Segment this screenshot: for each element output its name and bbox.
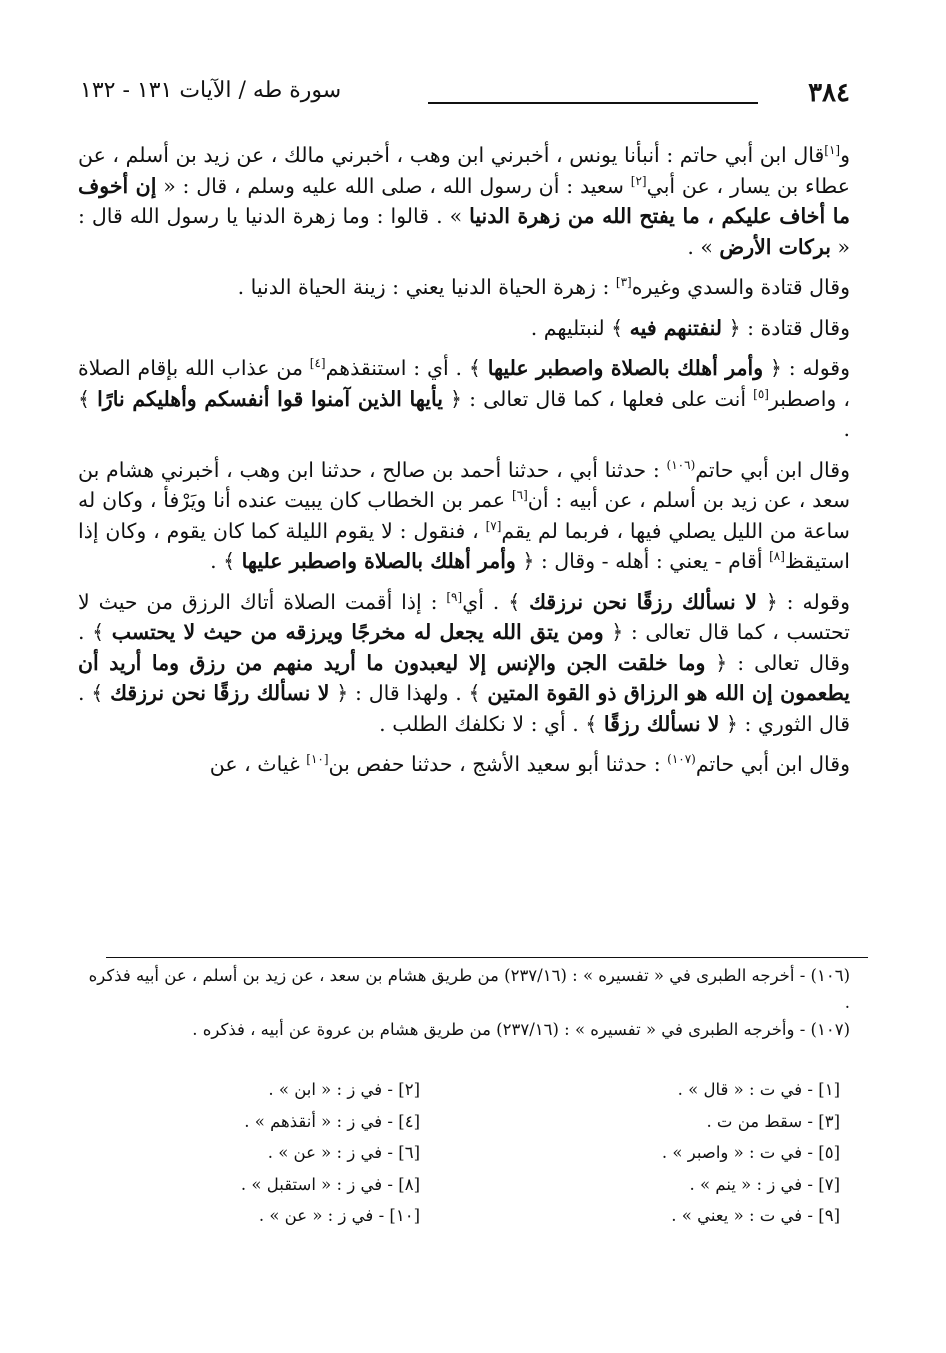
footnote-marker: [٦] <box>511 488 528 503</box>
quran-verse: لا نسألك رزقًا نحن نرزقك <box>110 681 330 705</box>
variant-note: [١٠] - في ز : « عن » . <box>258 1206 420 1225</box>
paragraph-3: وقال قتادة : ﴿ لنفتنهم فيه ﴾ لنبتليهم . <box>530 315 850 340</box>
hadith-text: بركات الأرض <box>719 234 831 259</box>
paragraph-1: و[١]قال ابن أبي حاتم : أنبأنا يونس ، أخبرني ابن وهب ، أخبرني مالك ، عن زيد بن أسلم ، عن عطاء بن يسار ، عن أبي[٢] سعيد : أن رسول الله ، صلى الله عليه وسلم ، قال : « إن أخوف ما أخاف عليكم ، ما يفتح الله من زهرة الدنيا » . قالوا : وما زهرة الدنيا يا رسول الله قال : « بركات الأرض » . <box>78 143 850 259</box>
hadith-text: إن أخوف ما أخاف عليكم ، ما يفتح الله من زهرة الدنيا <box>78 173 850 228</box>
paragraph-4: وقوله : ﴿ وأمر أهلك بالصلاة واصطبر عليها ﴾ . أي : استنقذهم[٤] من عذاب الله بإقام الصلاة ، واصطبر[٥] أنت على فعلها ، كما قال تعالى : ﴿ يأيها الذين آمنوا قوا أنفسكم وأهليكم نارًا ﴾ . <box>78 356 851 441</box>
variant-note: [٣] - سقط من ت . <box>706 1111 840 1131</box>
quran-verse: ومن يتق الله يجعل له مخرجًا ويرزقه من حيث لا يحتسب <box>111 620 604 644</box>
variant-column-left <box>40 1074 420 1232</box>
variant-note: [٢] - في ز : « ابن » . <box>268 1080 420 1099</box>
variant-column-right <box>460 1074 840 1232</box>
paragraph-7: وقال ابن أبي حاتم$^{(١٠٧)}$ : حدثنا أبو سعيد الأشج ، حدثنا حفص بن[١٠] غياث ، عن <box>209 752 850 776</box>
variant-note: [٨] - في ز : « استقبل » . <box>240 1174 420 1194</box>
quran-verse: لا نسألك رزقًا نحن نرزقك <box>529 589 757 614</box>
footnote-marker: [٤] <box>309 356 326 371</box>
footnote-marker: [٧] <box>485 518 502 533</box>
footnote-marker: [١٠] <box>306 752 329 767</box>
running-title: سورة طه / الآيات ١٣١ - ١٣٢ <box>80 78 342 103</box>
page-header <box>80 78 850 118</box>
variant-note: [١] - في ت : « قال » . <box>677 1080 840 1099</box>
reference-marker: (١٠٧) <box>667 752 696 767</box>
variant-note: [٩] - في ت : « يعني » . <box>671 1206 840 1225</box>
paragraph-6: وقوله : ﴿ لا نسألك رزقًا نحن نرزقك ﴾ . أي[٩] : إذا أقمت الصلاة أتاك الرزق من حيث لا تحتسب ، كما قال تعالى : ﴿ ومن يتق الله يجعل له مخرجًا ويرزقه من حيث لا يحتسب ﴾ . وقال تعالى : ﴿ وما خلقت الجن والإنس إلا ليعبدون ما أريد منهم من رزق وما أريد أن يطعمون إن الله هو الرزاق ذو القوة المتين ﴾ . ولهذا قال : ﴿ لا نسألك رزقًا نحن نرزقك ﴾ . قال الثوري : ﴿ لا نسألك رزقًا ﴾ . أي : لا نكلفك الطلب . <box>78 589 851 736</box>
quran-verse: لنفتنهم فيه <box>629 315 723 340</box>
footnote-marker: [٢] <box>630 173 647 188</box>
footnote-marker: [٣] <box>615 275 632 290</box>
page-number: ٣٨٤ <box>808 78 850 108</box>
variant-note: [٦] - في ز : « عن » . <box>267 1143 420 1162</box>
footnote-marker: [١] <box>824 143 841 158</box>
variant-note: [٤] - في ز : « أنقذهم » . <box>244 1111 420 1131</box>
variant-note: [٧] - في ز : « ينم » . <box>689 1174 840 1194</box>
footnotes <box>80 962 850 1043</box>
footnote-rule <box>106 957 868 958</box>
paragraph-5: وقال ابن أبي حاتم$^{(١٠٦)}$ : حدثنا أبي ، حدثنا أحمد بن صالح ، حدثنا ابن وهب ، أخبرني هشام بن سعد ، عن زيد بن أسلم ، عن أبيه : أن[٦] عمر بن الخطاب كان يبيت عنده أنا ويَرْفأ ، وكان له ساعة من الليل يصلي فيها ، فربما لم يقم[٧] ، فنقول : لا يقوم الليلة كما كان يقوم ، وكان إذا استيقظ[٨] أقام - يعني : أهله - وقال : ﴿ وأمر أهلك بالصلاة واصطبر عليها ﴾ . <box>78 457 850 573</box>
quran-verse: وأمر أهلك بالصلاة واصطبر عليها <box>241 549 516 573</box>
header-rule <box>428 102 758 104</box>
footnote-marker: [٩] <box>446 589 463 604</box>
footnote-106: (١٠٦) - أخرجه الطبرى في « تفسيره » : (٢٣٧/١٦) من طريق هشام بن سعد ، عن زيد بن أسلم ، عن أبيه فذكره . <box>88 966 850 1012</box>
quran-verse: وما خلقت الجن والإنس إلا ليعبدون ما أريد منهم من رزق وما أريد أن يطعمون إن الله هو الرزاق ذو القوة المتين <box>78 650 851 705</box>
quran-verse: يأيها الذين آمنوا قوا أنفسكم وأهليكم نارًا <box>97 386 443 411</box>
variant-note: [٥] - في ت : « واصبر » . <box>661 1143 840 1162</box>
footnote-107: (١٠٧) - وأخرجه الطبرى في « تفسيره » : (٢٣٧/١٦) من طريق هشام بن عروة عن أبيه ، فذكره . <box>192 1020 850 1039</box>
quran-verse: لا نسألك رزقًا <box>603 711 720 736</box>
reference-marker: (١٠٦) <box>666 457 696 472</box>
footnote-marker: [٥] <box>753 386 769 401</box>
footnote-marker: [٨] <box>769 549 785 564</box>
main-text <box>78 140 850 790</box>
quran-verse: وأمر أهلك بالصلاة واصطبر عليها <box>487 356 764 380</box>
paragraph-2: وقال قتادة والسدي وغيره[٣] : زهرة الحياة الدنيا يعني : زينة الحياة الدنيا . <box>237 275 850 299</box>
